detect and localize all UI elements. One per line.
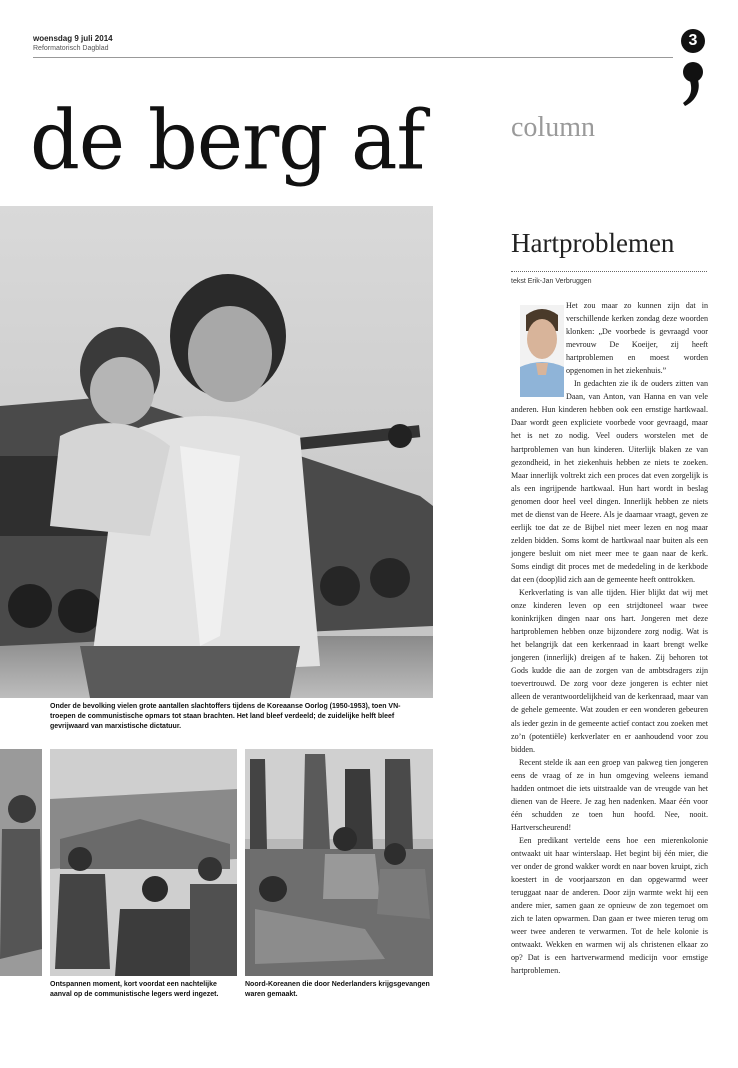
column-title: Hartproblemen xyxy=(511,228,675,258)
column-section-label: column xyxy=(511,112,595,143)
newspaper-name: Reformatorisch Dagblad xyxy=(33,45,109,52)
column-paragraph: Een predikant vertelde eens hoe een mierenkolonie ontwaakt uit haar winterslaap. Het begint bij één mier, die ver onder de grond wakker wordt en naar boven kruipt, zich koestert in de voorjaarszon en dan opgewarmd weer teruggaat naar de anderen. Door zijn warmte wekt hij een andere mier, samen gaan ze opnieuw de zon tegemoet om zich te laten opwarmen. Dan gaan er twee mieren terug om weer twee anderen te verwarmen. Tot de hele kolonie is ontwaakt. Wekken en warmen wij als christenen elkaar zo op? Dat is een hartverwarmend medicijn voor ernstige hartproblemen. xyxy=(511,835,708,976)
page-number: 3 xyxy=(681,29,705,53)
column-body xyxy=(511,299,708,977)
column-title-divider xyxy=(511,271,707,272)
page-headline: de berg af xyxy=(30,93,425,189)
portrait-spacer xyxy=(511,299,566,391)
photo-soldiers-relaxing xyxy=(50,749,237,976)
issue-date: woensdag 9 juli 2014 xyxy=(33,34,113,43)
column-paragraph: Het zou maar zo kunnen zijn dat in verschillende kerken zondag deze woorden klonken: „De voorbede is gevraagd voor mevrouw De Koeijer, zij heeft hartproblemen en moest worden opgenomen in het ziekenhuis.” xyxy=(566,301,708,376)
comma-logo-icon xyxy=(682,61,704,107)
column-paragraph: Kerkverlating is van alle tijden. Hier blijkt dat wij met onze kinderen leven op een strijdtoneel waar twee koninkrijken dingen naar ons hart. Jongeren met deze hartproblemen hebben onze bijzondere zorg nodig. Wat is het belangrijk dat een kerkenraad in kaart brengt welke jongeren (innerlijk) dreigen af te haken. Zij behoren tot Gods kudde die aan de zorgen van de ambtsdragers zijn toevertrouwd. De zorg voor deze jongeren is echter niet alleen de verantwoordelijkheid van de kerkenraad, maar van de gehele gemeente. Wat zouden er een wonderen gebeuren als ieder gezin in de gemeente actief contact zou zoeken met zo’n (potentiële) kerkverlater en er aanhoudend voor zou bidden. xyxy=(511,588,708,754)
main-photo-korean-children-tank xyxy=(0,206,433,698)
bottom-left-caption: Ontspannen moment, kort voordat een nachtelijke aanval op de communistische legers werd ingezet. xyxy=(50,981,219,998)
bottom-right-caption: Noord-Koreanen die door Nederlanders krijgsgevangen waren gemaakt. xyxy=(245,981,430,998)
photo-soldier-portrait xyxy=(0,749,42,976)
column-byline: tekst Erik-Jan Verbruggen xyxy=(511,278,592,285)
header-rule xyxy=(33,57,673,58)
column-paragraph: Recent stelde ik aan een groep van pakweg tien jongeren eens de vraag of ze in hun omgeving weleens iemand hadden ontmoet die iets uitstraalde van de vreugde van het dienen van de Heere. Je zag hen nadenken. Maar één voor één schudden ze toen hun hoofd. Nee, nooit. Hartverscheurend! xyxy=(511,757,708,832)
photo-north-korean-prisoners xyxy=(245,749,433,976)
column-paragraph: In gedachten zie ik de ouders zitten van Daan, van Anton, van Hanna en van vele anderen. Hun kinderen hebben ook een ernstige hartkwaal. Daar wordt geen expliciete voorbede voor gevraagd, maar het is net zo nodig. Veel ouders worstelen met de hartproblemen van hun kinderen. Uiterlijk blaken ze van gezondheid, in het ziekenhuis hebben ze niets te zoeken. Maar innerlijk voltrekt zich een proces dat even zorgelijk is als een ingrijpende hartkwaal. Hun hart wordt in beslag genomen door heel veel dingen. Innerlijk hebben ze niets met de dienst van de Heere. Als je daarnaar vraagt, geven ze eerlijk toe dat ze de Bijbel niet meer lezen en nog maar zelden bidden. Soms komt de hartkwaal naar buiten als een jongere besluit om niet meer mee te gaan naar de kerk. Soms eindigt dit proces met de mededeling in de kerkbode dat een (doop)lid zich aan de gemeente heeft onttrokken. xyxy=(511,379,708,584)
main-photo-caption: Onder de bevolking vielen grote aantallen slachtoffers tijdens de Koreaanse Oorlog (1950-1953), toen VN-troepen de communistische opmars tot staan brachten. Het land bleef verdeeld; de zuidelijke helft bleef gevrijwaard van marxistische dictatuur. xyxy=(50,703,401,730)
